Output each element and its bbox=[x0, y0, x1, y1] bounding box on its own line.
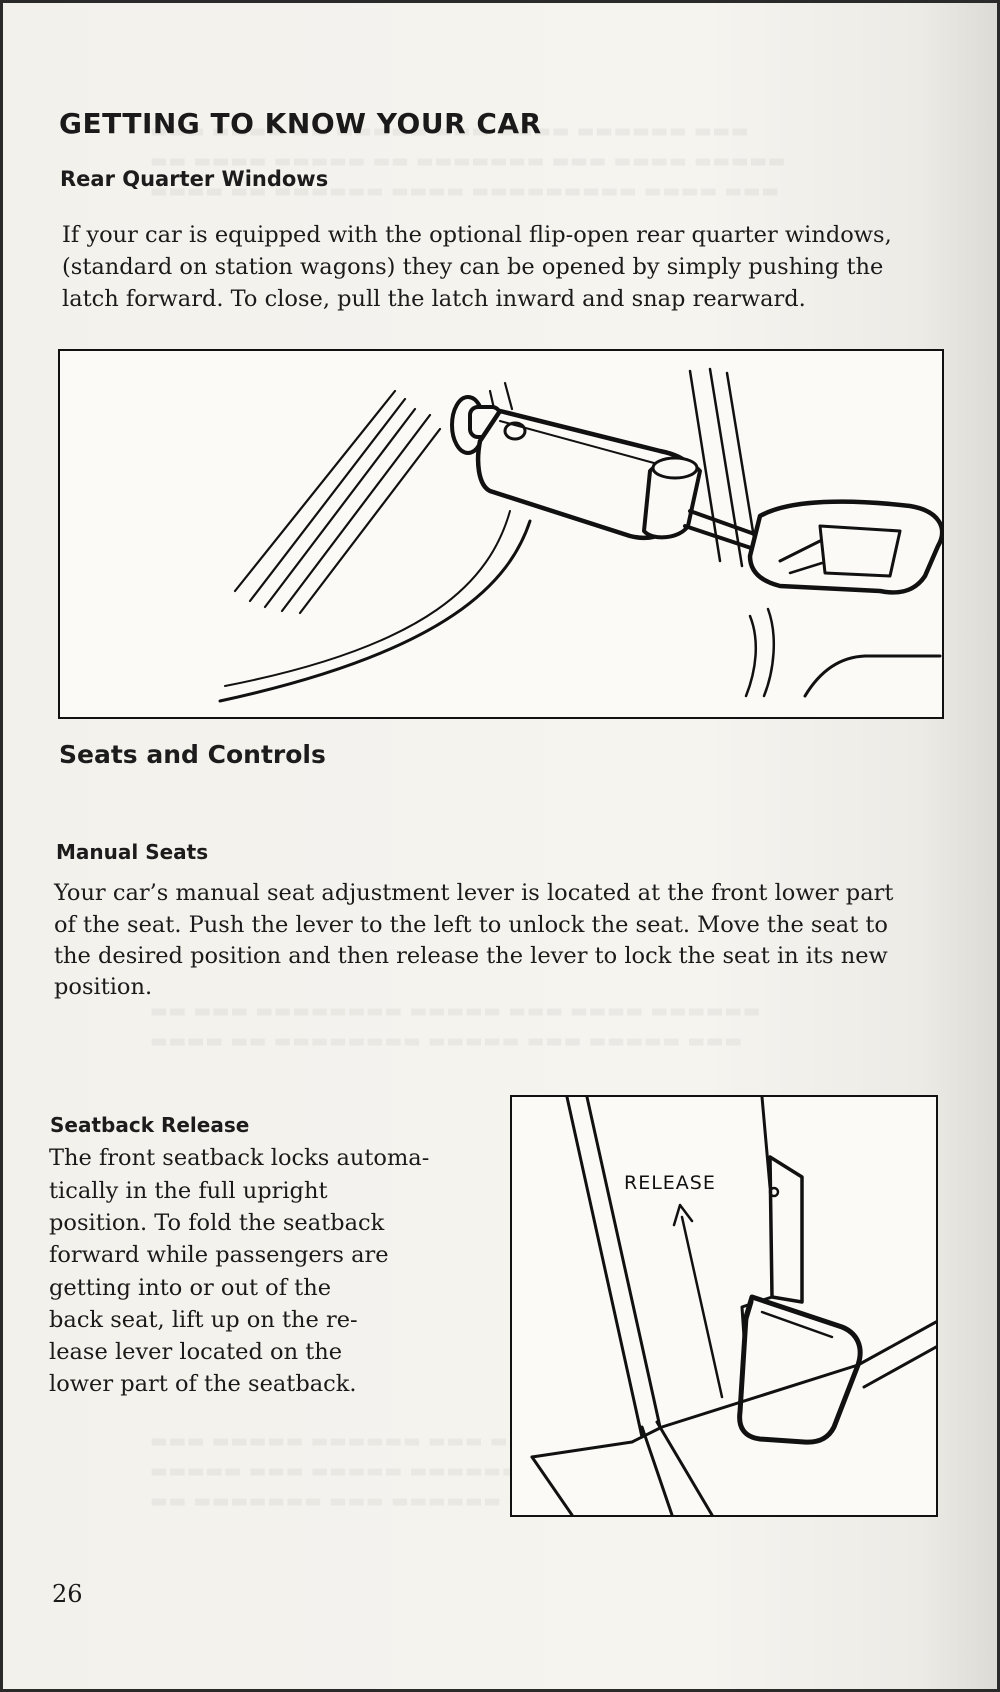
paragraph-line: lease lever located on the bbox=[49, 1339, 343, 1365]
page-number: 26 bbox=[52, 1580, 83, 1608]
paragraph-line: position. bbox=[54, 974, 153, 1000]
paragraph-line: Your car’s manual seat adjustment lever is located at the front lower part bbox=[54, 880, 894, 906]
paragraph-line: of the seat. Push the lever to the left to unlock the seat. Move the seat to bbox=[54, 912, 888, 938]
seats-and-controls-heading: Seats and Controls bbox=[59, 740, 326, 769]
paragraph-line: position. To fold the seatback bbox=[49, 1210, 385, 1236]
manual-seats-heading: Manual Seats bbox=[56, 840, 209, 864]
window-latch-drawing bbox=[60, 351, 942, 717]
paragraph-line: forward while passengers are bbox=[49, 1242, 389, 1268]
paragraph-line: tically in the full upright bbox=[49, 1178, 328, 1204]
section-title: GETTING TO KNOW YOUR CAR bbox=[59, 107, 542, 140]
paragraph-line: latch forward. To close, pull the latch inward and snap rearward. bbox=[62, 286, 806, 312]
release-label: RELEASE bbox=[624, 1172, 716, 1194]
paragraph-line: back seat, lift up on the re- bbox=[49, 1307, 358, 1333]
paragraph-line: (standard on station wagons) they can be opened by simply pushing the bbox=[62, 254, 884, 280]
rear-quarter-windows-heading: Rear Quarter Windows bbox=[60, 167, 329, 191]
window-latch-illustration bbox=[58, 349, 944, 719]
paragraph-line: lower part of the seatback. bbox=[49, 1371, 357, 1397]
seatback-release-heading: Seatback Release bbox=[50, 1113, 250, 1137]
seatback-release-illustration bbox=[510, 1095, 938, 1517]
paragraph-line: getting into or out of the bbox=[49, 1275, 332, 1301]
seatback-release-drawing bbox=[512, 1097, 936, 1515]
paragraph-line: the desired position and then release the lever to lock the seat in its new bbox=[54, 943, 888, 969]
paragraph-line: The front seatback locks automa- bbox=[49, 1145, 430, 1171]
paragraph-line: If your car is equipped with the optional flip-open rear quarter windows, bbox=[62, 222, 892, 248]
